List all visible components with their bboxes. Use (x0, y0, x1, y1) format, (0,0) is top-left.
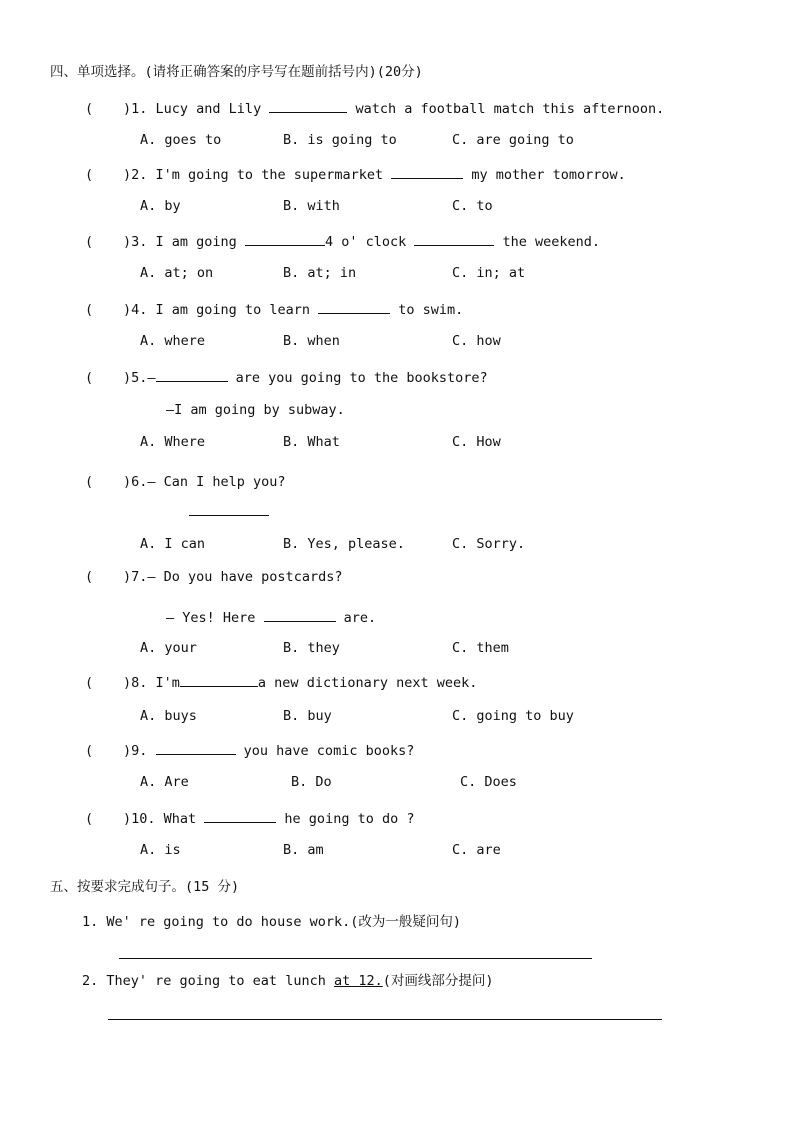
answer-blank (245, 231, 325, 246)
option-b: B. Yes, please. (283, 536, 405, 552)
rewrite-item-1: 1. We' re going to do house work.(改为一般疑问句) (82, 914, 461, 930)
answer-blank (318, 299, 390, 314)
option-c: C. are (452, 842, 501, 858)
question-9: ( )9. you have comic books? (85, 740, 414, 761)
option-a: A. is (140, 842, 181, 858)
option-a: A. by (140, 198, 181, 214)
underlined-phrase: at 12. (333, 973, 383, 989)
option-c: C. how (452, 333, 501, 349)
question-1: ( )1. Lucy and Lily watch a football match this afternoon. (85, 98, 664, 119)
question-2: ( )2. I'm going to the supermarket my mother tomorrow. (85, 164, 626, 185)
option-b: B. What (283, 434, 340, 450)
rewrite-item-2: 2. They' re going to eat lunch at 12.(对画线部分提问) (82, 973, 494, 989)
option-a: A. I can (140, 536, 206, 552)
option-b: B. with (283, 198, 340, 214)
answer-blank (156, 367, 228, 382)
option-c: C. in; at (452, 265, 526, 281)
answer-bracket: ( (85, 302, 94, 318)
option-c: C. to (452, 198, 493, 214)
option-b: B. Do (291, 774, 332, 790)
option-c: C. going to buy (452, 708, 574, 724)
option-b: B. at; in (283, 265, 357, 281)
option-c: C. Does (460, 774, 517, 790)
answer-blank (264, 607, 336, 622)
option-a: A. Are (140, 774, 189, 790)
answer-bracket: ( (85, 234, 94, 250)
option-a: A. Where (140, 434, 206, 450)
question-7-reply: — Yes! Here are. (166, 607, 376, 628)
option-b: B. is going to (283, 132, 397, 148)
answer-blank (204, 808, 276, 823)
answer-bracket: ( (85, 811, 94, 827)
option-a: A. where (140, 333, 206, 349)
option-a: A. at; on (140, 265, 214, 281)
option-a: A. your (140, 640, 197, 656)
answer-line (108, 1019, 662, 1020)
question-5: ( )5.— are you going to the bookstore? (85, 367, 488, 388)
answer-blank (391, 164, 463, 179)
answer-bracket: ( (85, 675, 94, 691)
section-4-title: 四、单项选择。(请将正确答案的序号写在题前括号内)(20分) (50, 64, 423, 80)
answer-blank (414, 231, 494, 246)
answer-bracket: ( (85, 167, 94, 183)
question-6: ( )6.— Can I help you? (85, 474, 286, 490)
answer-blank (269, 98, 347, 113)
option-b: B. am (283, 842, 324, 858)
option-a: A. goes to (140, 132, 222, 148)
section-5-title: 五、按要求完成句子。(15 分) (50, 879, 240, 895)
option-c: C. are going to (452, 132, 574, 148)
answer-line (119, 958, 592, 959)
answer-bracket: ( (85, 370, 94, 386)
question-5-reply: —I am going by subway. (166, 402, 345, 418)
question-10: ( )10. What he going to do ? (85, 808, 414, 829)
answer-blank (189, 515, 269, 516)
question-7: ( )7.— Do you have postcards? (85, 569, 343, 585)
answer-blank (156, 740, 236, 755)
option-b: B. they (283, 640, 340, 656)
option-b: B. when (283, 333, 340, 349)
question-3: ( )3. I am going 4 o' clock the weekend. (85, 231, 600, 252)
option-c: C. How (452, 434, 501, 450)
answer-bracket: ( (85, 569, 94, 585)
question-8: ( )8. I'm a new dictionary next week. (85, 672, 477, 693)
answer-blank (180, 672, 258, 687)
answer-bracket: ( (85, 474, 94, 490)
option-a: A. buys (140, 708, 197, 724)
option-b: B. buy (283, 708, 332, 724)
question-4: ( )4. I am going to learn to swim. (85, 299, 463, 320)
answer-bracket: ( (85, 101, 94, 117)
option-c: C. them (452, 640, 509, 656)
option-c: C. Sorry. (452, 536, 526, 552)
answer-bracket: ( (85, 743, 94, 759)
